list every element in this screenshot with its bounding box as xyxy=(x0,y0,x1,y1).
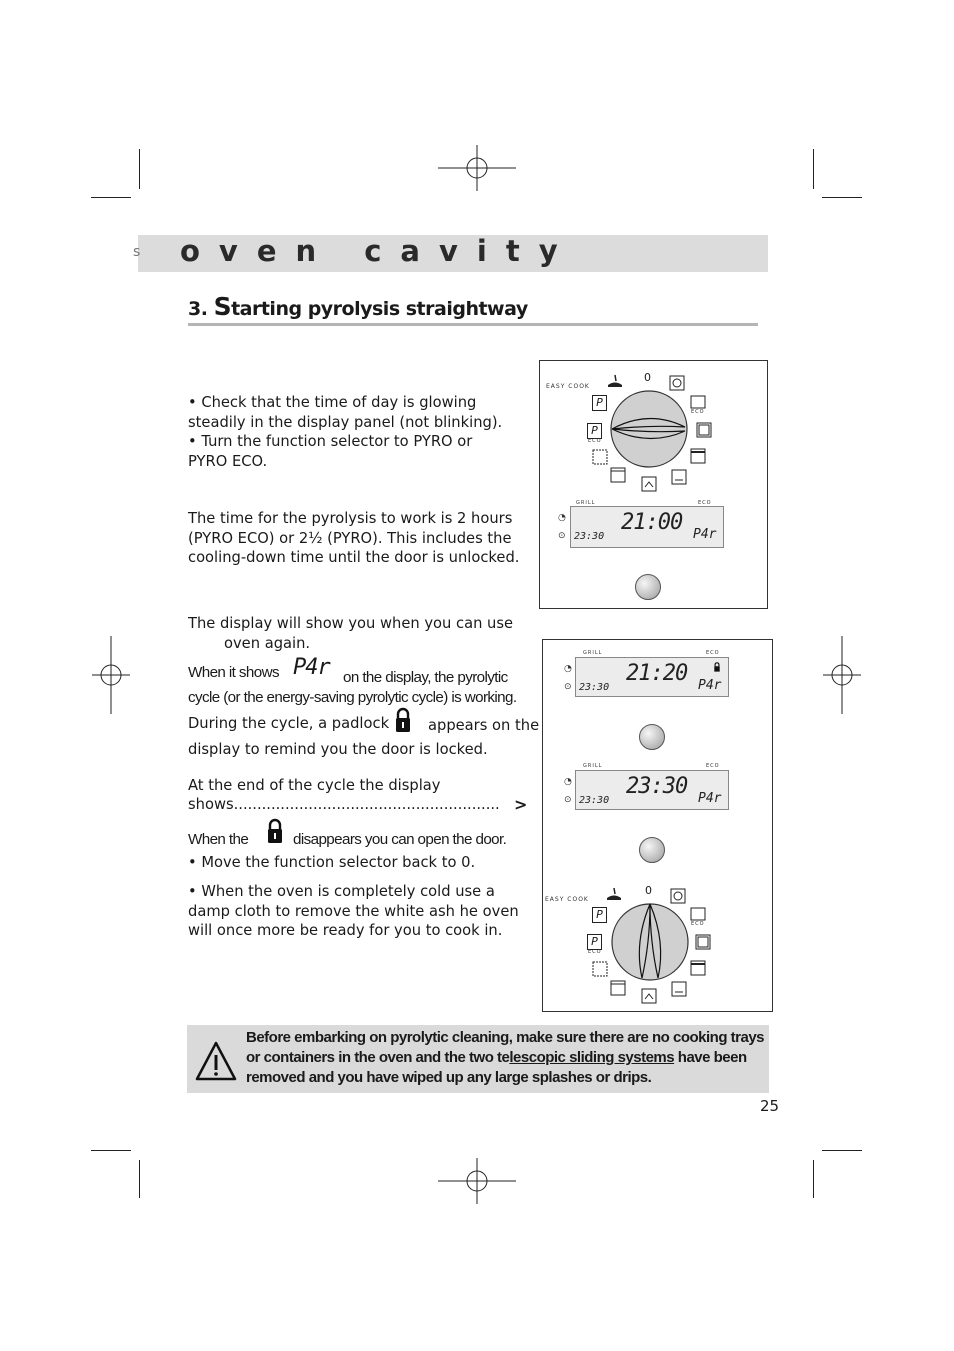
easy-cook-icon xyxy=(605,886,623,902)
arrow-pointer: > xyxy=(514,795,528,814)
defrost-icon xyxy=(592,449,608,465)
paragraph-display-info: The display will show you when you can use xyxy=(188,615,514,632)
lcd-display-end xyxy=(575,770,729,810)
timer-icon: ⊙ xyxy=(564,682,572,692)
eco-mode-label: ECO xyxy=(691,921,705,927)
paragraph-cold-clean: • When the oven is completely cold use a damp cloth to remove the white ash he oven will once more be ready for you to cook in. xyxy=(188,883,519,939)
pyro-icon: P xyxy=(592,907,607,923)
band-edge-letter: s xyxy=(133,244,141,260)
lcd-main-time: 23:30 xyxy=(626,774,688,799)
registration-mark-icon xyxy=(92,636,130,714)
lcd-main-time: 21:00 xyxy=(621,510,683,535)
oven-icon xyxy=(610,980,626,996)
bottom-heat-icon xyxy=(671,981,687,997)
easy-cook-icon xyxy=(606,373,624,389)
lcd-clock-time: 23:30 xyxy=(574,531,605,542)
lcd-clock-time: 23:30 xyxy=(579,795,610,806)
pyro-eco-icon: P xyxy=(587,423,602,439)
paragraph-when-shows-cont: on the display, the pyrolytic xyxy=(343,669,508,686)
pyro-eco-label: ECO xyxy=(588,949,602,955)
selector-zero-mark: 0 xyxy=(644,371,651,384)
crop-mark xyxy=(139,149,140,189)
crop-mark xyxy=(813,1160,814,1198)
easy-cook-label: EASY COOK xyxy=(545,896,589,903)
clock-icon: ◔ xyxy=(558,513,566,523)
conventional-icon xyxy=(695,934,711,950)
paragraph-padlock-cont: appears on the xyxy=(428,717,540,734)
paragraph-when-shows: When it shows xyxy=(188,664,279,681)
paragraph-end-cycle: At the end of the cycle the display xyxy=(188,777,441,794)
paragraph-display-info-cont: oven again. xyxy=(224,635,311,652)
heading-rule xyxy=(188,323,758,326)
lcd-pyro-code: P4r xyxy=(698,678,722,693)
grill-fan-icon xyxy=(641,476,657,492)
control-panel-pyro xyxy=(539,360,768,609)
crop-mark xyxy=(91,197,131,198)
registration-mark-icon xyxy=(438,145,516,191)
crop-mark xyxy=(822,197,862,198)
paragraph-cycle-working: cycle (or the energy-saving pyrolytic cycle) is working. xyxy=(188,689,517,706)
grill-indicator-label: GRILL xyxy=(583,650,603,656)
eco-indicator-label: ECO xyxy=(706,650,720,656)
eco-indicator-label: ECO xyxy=(698,500,712,506)
grill-indicator-label: GRILL xyxy=(576,500,596,506)
clock-icon: ◔ xyxy=(564,777,572,787)
page-number: 25 xyxy=(760,1097,780,1115)
lcd-padlock-icon xyxy=(713,662,721,672)
eco-mode-label: ECO xyxy=(691,409,705,415)
section-title: oven cavity xyxy=(180,234,577,268)
pyro-eco-label: ECO xyxy=(588,438,602,444)
bottom-heat-icon xyxy=(671,469,687,485)
control-knob-button[interactable] xyxy=(635,574,661,600)
lcd-display xyxy=(570,506,724,548)
page-heading: 3. Starting pyrolysis straightway xyxy=(188,292,528,321)
eco-indicator-label: ECO xyxy=(706,763,720,769)
clock-icon: ◔ xyxy=(564,664,572,674)
grill-icon xyxy=(690,960,706,976)
easy-cook-label: EASY COOK xyxy=(546,383,590,390)
timer-icon: ⊙ xyxy=(564,795,572,805)
paragraph-check-time: • Check that the time of day is glowing steadily in the display panel (not blinking). xyxy=(188,394,503,431)
paragraph-door-open: disappears you can open the door. xyxy=(293,831,507,848)
pyro-eco-icon: P xyxy=(587,934,602,950)
padlock-icon xyxy=(395,707,411,733)
grill-fan-icon xyxy=(641,988,657,1004)
function-selector-dial[interactable] xyxy=(609,389,689,469)
lcd-pyro-code: P4r xyxy=(698,791,722,806)
paragraph-when-the: When the xyxy=(188,831,249,848)
pyro-icon: P xyxy=(592,395,607,411)
control-panel-sequence xyxy=(542,639,773,1012)
crop-mark xyxy=(91,1150,131,1151)
crop-mark xyxy=(822,1150,862,1151)
function-selector-dial[interactable] xyxy=(610,902,690,982)
warning-text: Before embarking on pyrolytic cleaning, make sure there are no cooking trays or containers in the oven and the two telescopic sliding systems have been removed and you have wiped up any large splashes or drips. xyxy=(246,1029,765,1086)
lcd-display-locked xyxy=(575,657,729,697)
lcd-pyro-code: P4r xyxy=(693,527,717,542)
registration-mark-icon xyxy=(438,1158,516,1204)
crop-mark xyxy=(813,149,814,189)
control-knob-button[interactable] xyxy=(639,837,665,863)
crop-mark xyxy=(139,1160,140,1198)
grill-icon xyxy=(690,448,706,464)
paragraph-padlock-end: display to remind you the door is locked. xyxy=(188,741,488,758)
timer-icon: ⊙ xyxy=(558,531,566,541)
defrost-icon xyxy=(592,961,608,977)
padlock-icon xyxy=(267,818,283,844)
pyro-code-label: P4r xyxy=(293,655,330,680)
paragraph-turn-selector: • Turn the function selector to PYRO or PYRO ECO. xyxy=(188,433,473,470)
lcd-main-time: 21:20 xyxy=(626,661,688,686)
oven-icon xyxy=(610,467,626,483)
paragraph-end-cycle-shows: shows......................................................... xyxy=(188,796,500,813)
registration-mark-icon xyxy=(823,636,861,714)
paragraph-duration: The time for the pyrolysis to work is 2 hours (PYRO ECO) or 2½ (PYRO). This includes the cooling-down time until the door is unlocked. xyxy=(188,510,520,566)
control-knob-button[interactable] xyxy=(639,724,665,750)
conventional-icon xyxy=(696,422,712,438)
paragraph-selector-back: • Move the function selector back to 0. xyxy=(188,854,476,871)
selector-zero-mark: 0 xyxy=(645,884,652,897)
grill-indicator-label: GRILL xyxy=(583,763,603,769)
warning-triangle-icon xyxy=(194,1040,238,1082)
lcd-clock-time: 23:30 xyxy=(579,682,610,693)
paragraph-padlock: During the cycle, a padlock xyxy=(188,715,390,732)
